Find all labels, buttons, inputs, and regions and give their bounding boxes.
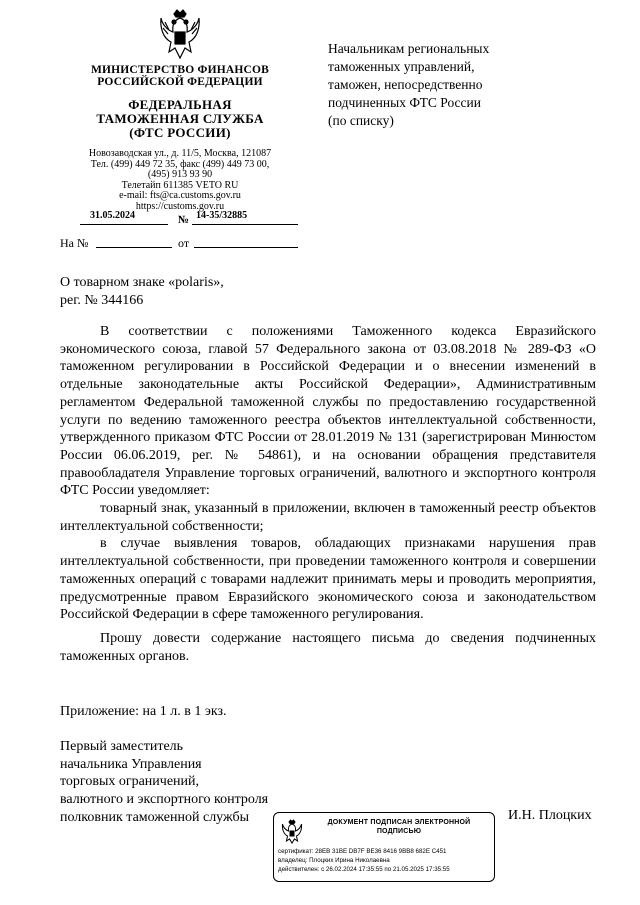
letter-body: [60, 323, 596, 665]
stamp-details: [278, 847, 492, 874]
recipient-line: подчиненных ФТС России: [328, 95, 481, 110]
signer-position: [60, 738, 268, 827]
address-line: Телетайп 611385 VETO RU: [121, 179, 239, 191]
stamp-title: [308, 819, 490, 836]
service-name: [60, 98, 300, 140]
signer-line: Первый заместитель: [60, 739, 184, 754]
service-line: ТАМОЖЕННАЯ СЛУЖБА: [96, 111, 264, 126]
date-underline: [80, 224, 168, 225]
signer-line: торговых ограничений,: [60, 774, 200, 790]
recipient-line: таможен, непосредственно: [328, 77, 483, 92]
certificate-validity: действителен: с 26.02.2024 17:35:55 по 21.05.2025 17:35:55: [278, 866, 450, 873]
signer-line: валютного и экспортного контроля: [60, 792, 269, 808]
ministry-line: МИНИСТЕРСТВО ФИНАНСОВ: [90, 64, 270, 76]
russian-coat-of-arms-icon: [157, 8, 203, 62]
signer-name: И.Н. Плоцких: [508, 808, 592, 823]
number-underline: [192, 224, 298, 225]
recipient-line: таможенных управлений,: [328, 59, 475, 74]
reference-date-label: от: [178, 236, 190, 250]
certificate-number: сертификат: 28EB 31BE DB7F BE36 8416 9BB8 682E C451: [278, 848, 447, 855]
stamp-title-line: ДОКУМЕНТ ПОДПИСАН ЭЛЕКТРОННОЙ: [327, 819, 471, 826]
recipient-line: (по списку): [328, 113, 394, 128]
stamp-title-line: ПОДПИСЬЮ: [376, 827, 422, 835]
body-paragraph: в случае выявления товаров, обладающих признаками нарушения прав интеллектуальной собственности, при проведении таможенного контроля и совершении таможенных операций с товарами надлежит принимать меры и проводить мероприятия, предусмотренные правом Евразийского экономического союза и законодательством Российской Федерации в сфере таможенного регулирования.: [60, 536, 596, 623]
reference-date-blank: [194, 247, 298, 248]
ministry-name: [60, 64, 300, 88]
digital-signature-emblem-icon: [280, 818, 304, 844]
signer-line: полковник таможенной службы: [60, 809, 250, 825]
registration-date: 31.05.2024: [90, 210, 135, 221]
subject-line: рег. № 344166: [60, 293, 144, 308]
subject-line: О товарном знаке «polaris»,: [60, 275, 224, 290]
address-line: (495) 913 93 90: [147, 169, 213, 180]
registration-number: 14-35/32885: [196, 210, 248, 221]
ministry-line: РОССИЙСКОЙ ФЕДЕРАЦИИ: [97, 76, 263, 88]
number-sign: №: [178, 214, 190, 226]
reference-number-label: На №: [60, 236, 89, 250]
body-paragraph: Прошу довести содержание настоящего письма до сведения подчиненных таможенных органов.: [60, 630, 596, 664]
body-paragraph: товарный знак, указанный в приложении, включен в таможенный реестр объектов интеллектуальной собственности;: [60, 501, 596, 534]
address-line: Новозаводская ул., д. 11/5, Москва, 121087: [88, 148, 272, 159]
website-link[interactable]: https://customs.gov.ru: [135, 200, 225, 212]
sender-header: [60, 8, 300, 212]
body-paragraph: В соответствии с положениями Таможенного кодекса Евразийского экономического союза, главой 57 Федерального закона от 03.08.2018 № 289-ФЗ «О таможенном регулировании в Российской Федерации и о внесении изменений в отдельные законодательные акты Российской Федерации», Административным регламентом Федеральной таможенной службы по предоставлению государственной услуги по ведению таможенного реестра объектов интеллектуальной собственности, утвержденного приказом ФТС России от 28.01.2019 № 131 (зарегистрирован Минюстом России 06.06.2019, рег. № 54861), и на основании обращения представителя правообладателя Управление торговых ограничений, валютного и экспортного контроля ФТС России уведомляет:: [60, 324, 596, 499]
letter-subject: [60, 274, 224, 310]
service-line: (ФТС РОССИИ): [129, 125, 231, 140]
signer-line: начальника Управления: [60, 756, 202, 772]
service-line: ФЕДЕРАЛЬНАЯ: [128, 97, 232, 112]
sender-address: [60, 149, 300, 212]
email-link[interactable]: e-mail: fts@ca.customs.gov.ru: [119, 190, 241, 201]
certificate-owner: владелец: Плоцких Ирина Николаевна: [278, 857, 390, 864]
electronic-signature-stamp: [273, 812, 495, 882]
reference-number-blank: [96, 247, 172, 248]
recipient-line: Начальникам региональных: [328, 41, 490, 56]
attachment-note: Приложение: на 1 л. в 1 экз.: [60, 704, 227, 719]
address-line: Тел. (499) 449 72 35, факс (499) 449 73 00,: [90, 158, 270, 170]
recipient-block: [328, 40, 578, 130]
